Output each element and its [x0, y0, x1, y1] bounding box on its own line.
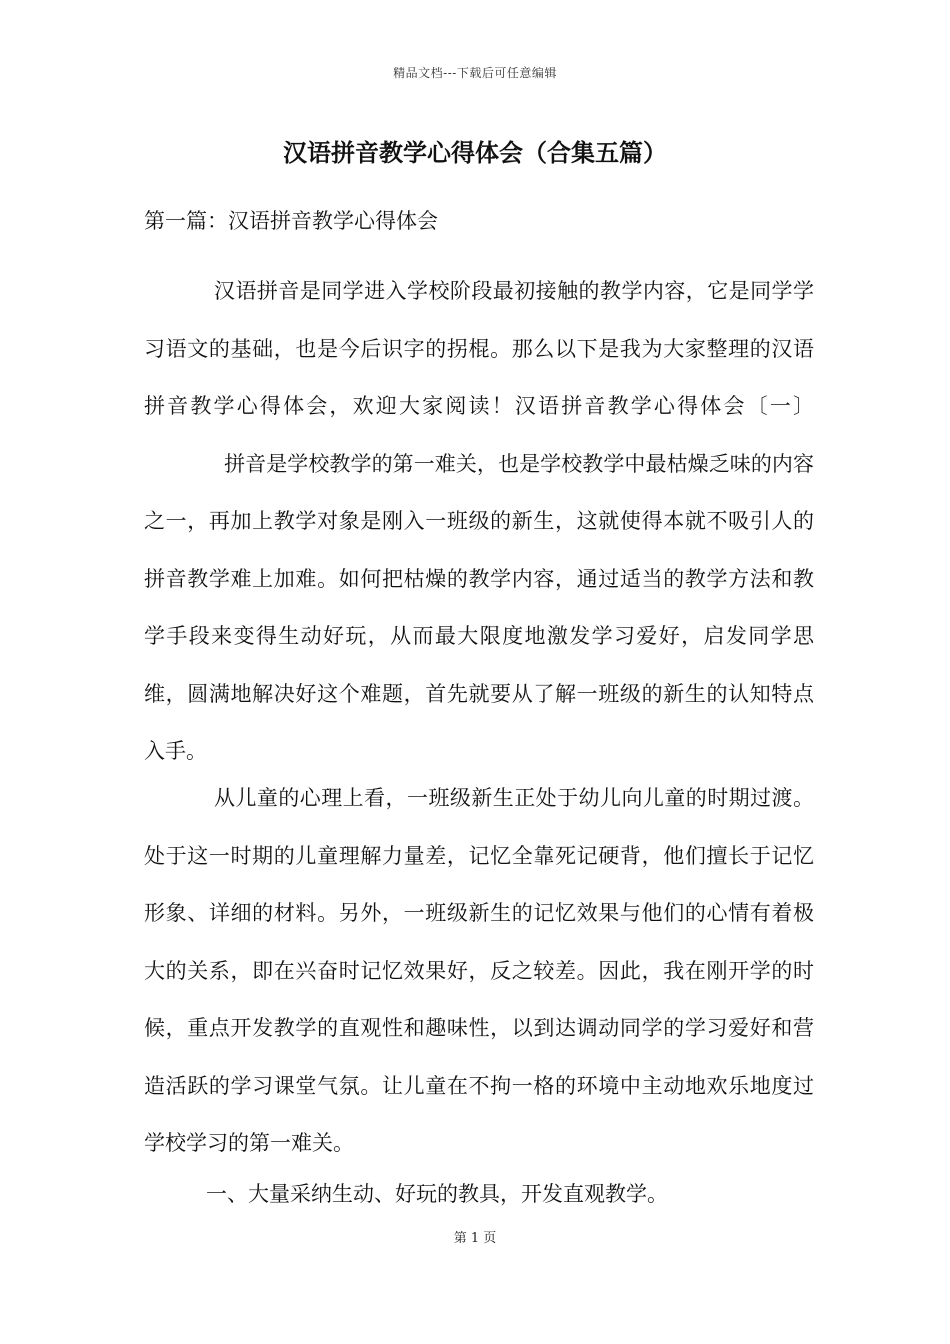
- page-header: 精品文档---下载后可任意编辑: [393, 66, 557, 80]
- paragraph-1-intro: 汉语拼音是同学进入学校阶段最初接触的教学内容，它是同学学习语文的基础，也是今后识字的拐棍。那么以下是我为大家整理的汉语拼音教学心得体会，欢迎大家阅读！汉语拼音教学心得体会〔一〕: [144, 279, 814, 418]
- paragraph-2: 从儿童的心理上看，一班级新生正处于幼儿向儿童的时期过渡。处于这一时期的儿童理解力量差，记忆全靠死记硬背，他们擅长于记忆形象、详细的材料。另外，一班级新生的记忆效果与他们的心情有着极大的关系，即在兴奋时记忆效果好，反之较差。因此，我在刚开学的时候，重点开发教学的直观性和趣味性，以到达调动同学的学习爱好和营造活跃的学习课堂气氛。让儿童在不拘一格的环境中主动地欢乐地度过学校学习的第一难关。: [144, 786, 814, 1155]
- paragraph-1: [144, 263, 814, 781]
- paragraph-1-body: 拼音是学校教学的第一难关，也是学校教学中最枯燥乏味的内容之一，再加上教学对象是刚入一班级的新生，这就使得本就不吸引人的拼音教学难上加难。如何把枯燥的教学内容，通过适当的教学方法和教学手段来变得生动好玩，从而最大限度地激发学习爱好，启发同学思维，圆满地解决好这个难题，首先就要从了解一班级的新生的认知特点入手。: [144, 451, 814, 763]
- section-heading: 第一篇：汉语拼音教学心得体会: [144, 209, 438, 233]
- document-title: 汉语拼音教学心得体会（合集五篇）: [283, 138, 667, 167]
- page-number: 第 1 页: [453, 1231, 497, 1246]
- paragraph-3: 一、大量采纳生动、好玩的教具，开发直观教学。: [206, 1182, 668, 1206]
